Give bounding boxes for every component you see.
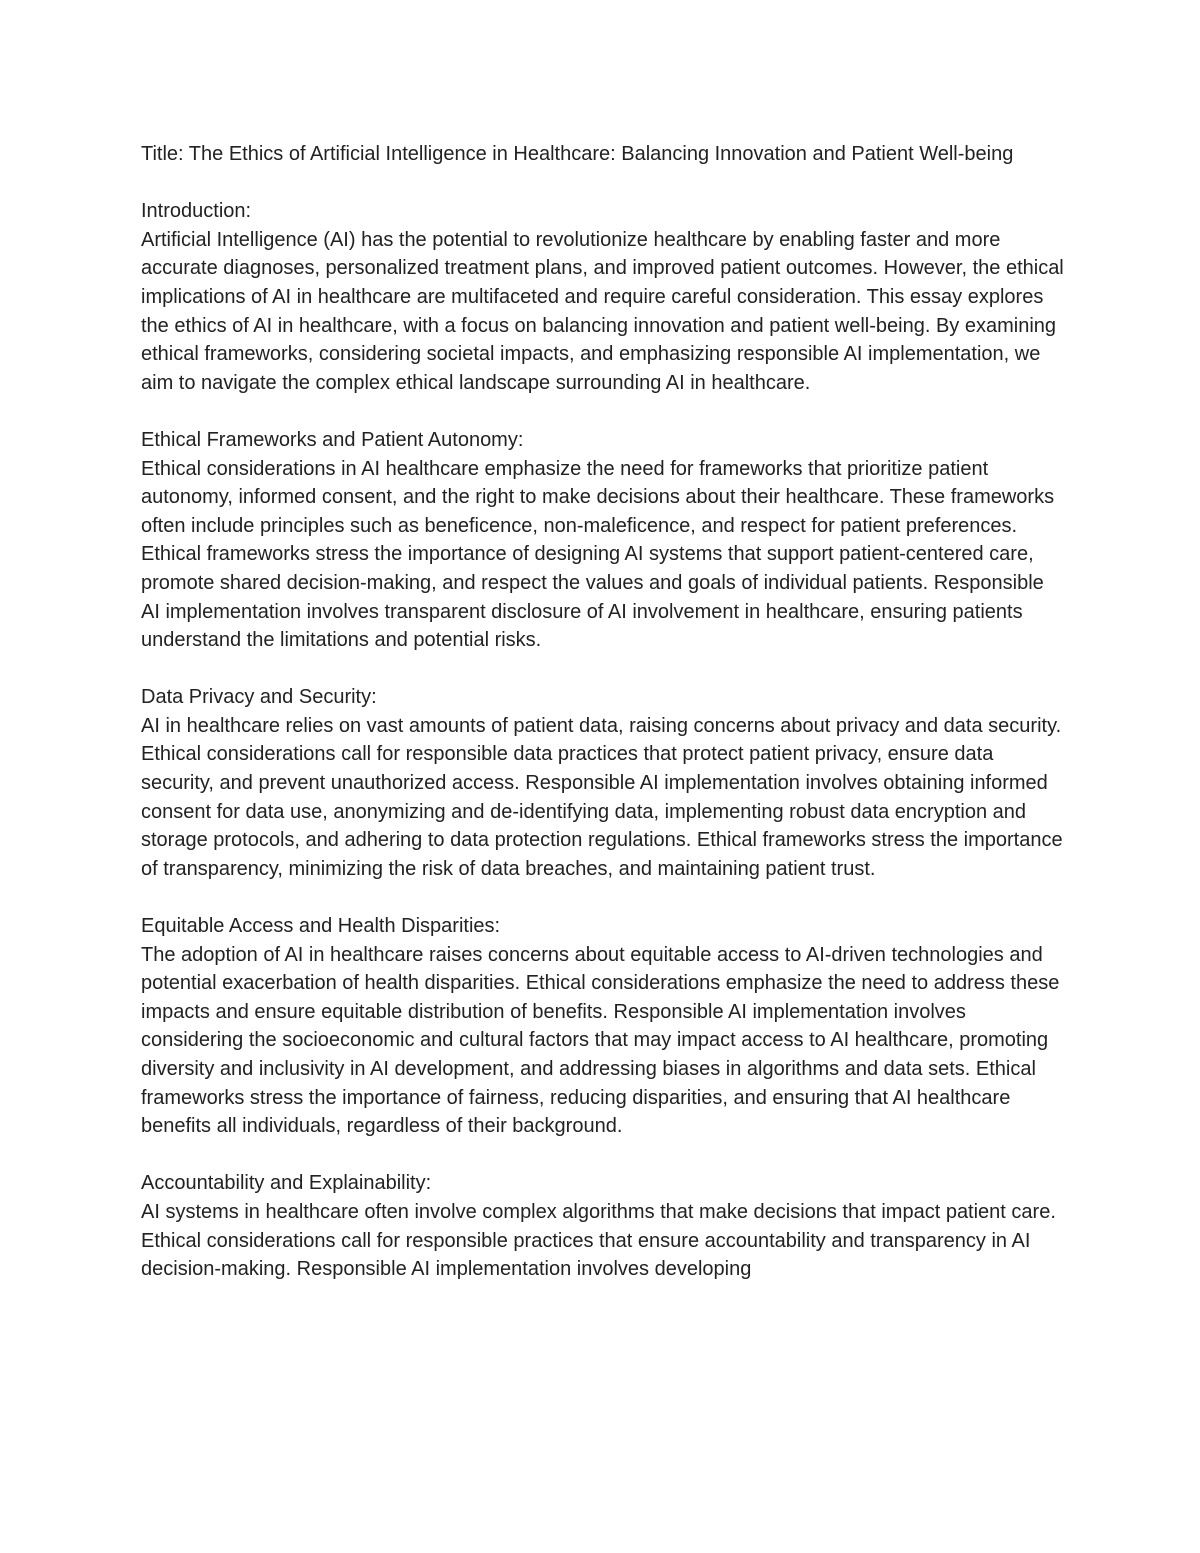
- section-paragraph: Artificial Intelligence (AI) has the potential to revolutionize healthcare by enabling faster and more accurate diagnoses, personalized treatment plans, and improved patient outcomes. However, the ethical implications of AI in healthcare are multifaceted and require careful consideration. This essay explores the ethics of AI in healthcare, with a focus on balancing innovation and patient well-being. By examining ethical frameworks, considering societal impacts, and emphasizing responsible AI implementation, we aim to navigate the complex ethical landscape surrounding AI in healthcare.: [141, 228, 1064, 394]
- document-title: Title: The Ethics of Artificial Intelligence in Healthcare: Balancing Innovation and Patient Well-being: [141, 143, 1014, 165]
- section-ethical-frameworks: [141, 426, 1066, 655]
- section-heading: Data Privacy and Security:: [141, 686, 377, 709]
- section-heading: Introduction:: [141, 200, 252, 223]
- section-paragraph: Ethical considerations in AI healthcare emphasize the need for frameworks that prioritize patient autonomy, informed consent, and the right to make decisions about their healthcare. These frameworks often include principles such as beneficence, non-maleficence, and respect for patient preferences. Ethical frameworks stress the importance of designing AI systems that support patient-centered care, promote shared decision-making, and respect the values and goals of individual patients. Responsible AI implementation involves transparent disclosure of AI involvement in healthcare, ensuring patients understand the limitations and potential risks.: [141, 457, 1055, 652]
- section-accountability: [141, 1169, 1066, 1283]
- section-heading: Equitable Access and Health Disparities:: [141, 915, 501, 938]
- section-heading: Ethical Frameworks and Patient Autonomy:: [141, 428, 524, 451]
- document-page: [141, 140, 1066, 1312]
- section-heading: Accountability and Explainability:: [141, 1172, 432, 1195]
- section-paragraph: AI systems in healthcare often involve complex algorithms that make decisions that impact patient care. Ethical considerations call for responsible practices that ensure accountability and transparency in AI decision-making. Responsible AI implementation involves developing: [141, 1200, 1056, 1281]
- section-paragraph: The adoption of AI in healthcare raises concerns about equitable access to AI-driven technologies and potential exacerbation of health disparities. Ethical considerations emphasize the need to address these impacts and ensure equitable distribution of benefits. Responsible AI implementation involves considering the socioeconomic and cultural factors that may impact access to AI healthcare, promoting diversity and inclusivity in AI development, and addressing biases in algorithms and data sets. Ethical frameworks stress the importance of fairness, reducing disparities, and ensuring that AI healthcare benefits all individuals, regardless of their background.: [141, 943, 1060, 1138]
- section-equitable-access: [141, 912, 1066, 1141]
- section-data-privacy: [141, 683, 1066, 883]
- section-introduction: [141, 197, 1066, 397]
- section-paragraph: AI in healthcare relies on vast amounts of patient data, raising concerns about privacy and data security. Ethical considerations call for responsible data practices that protect patient privacy, ensure data security, and prevent unauthorized access. Responsible AI implementation involves obtaining informed consent for data use, anonymizing and de-identifying data, implementing robust data encryption and storage protocols, and adhering to data protection regulations. Ethical frameworks stress the importance of transparency, minimizing the risk of data breaches, and maintaining patient trust.: [141, 714, 1063, 880]
